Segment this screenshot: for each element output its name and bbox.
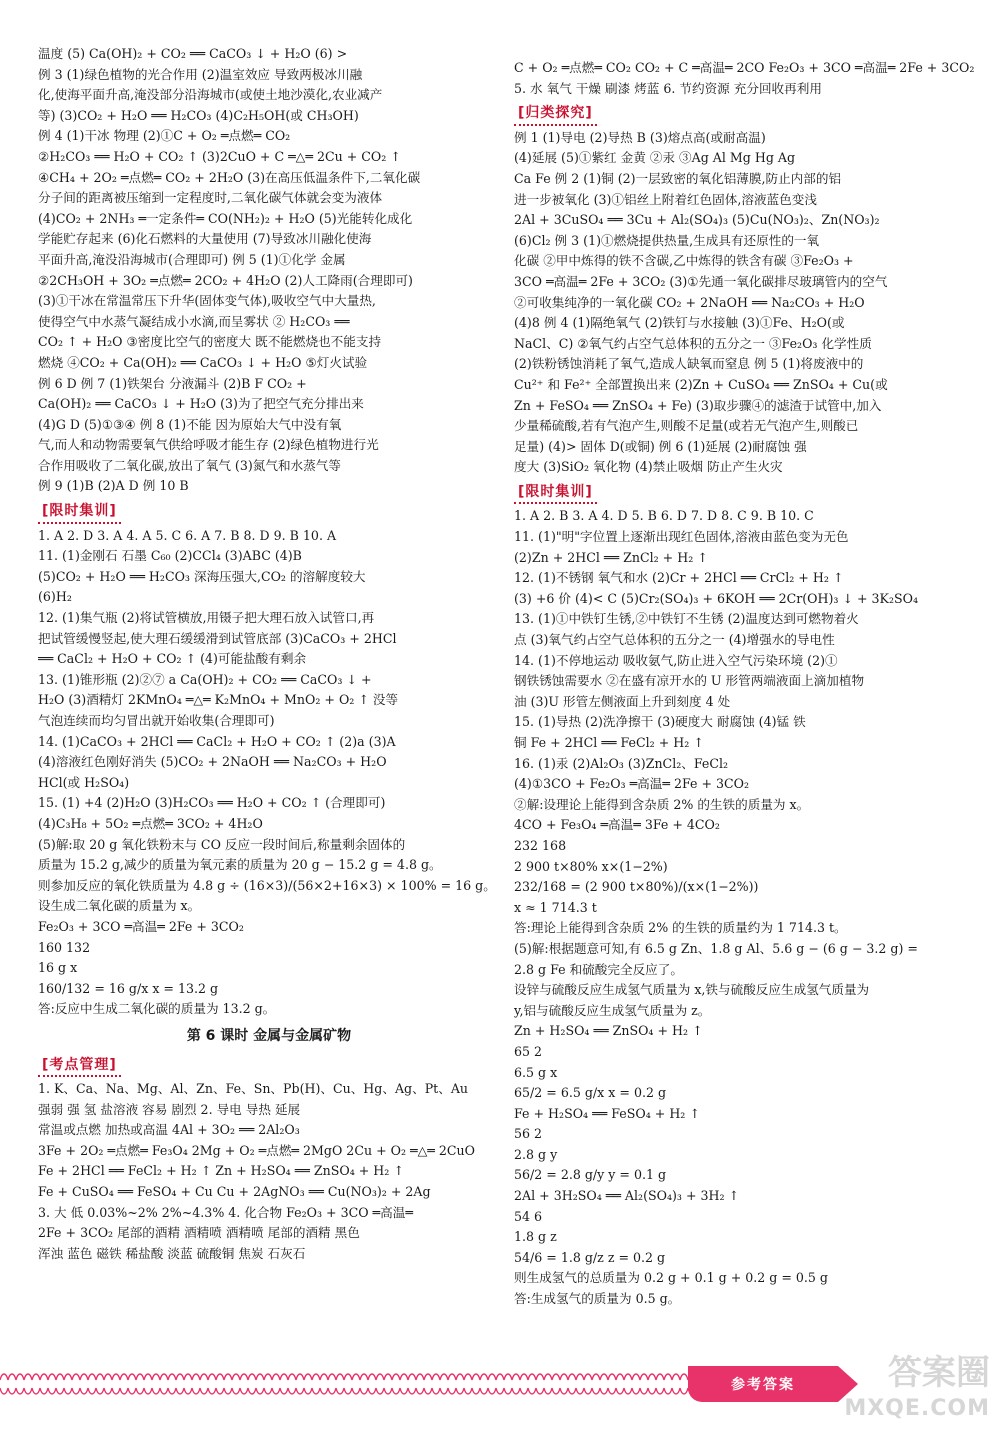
answer-line: 设锌与硫酸反应生成氢气质量为 x,铁与硫酸反应生成氢气质量为 — [514, 982, 870, 998]
watermark-url: MXQE.COM — [844, 1396, 990, 1421]
answer-line: (5)CO₂ + H₂O ══ H₂CO₃ 深海压强大,CO₂ 的溶解度较大 — [38, 568, 366, 584]
answer-line: 5. 水 氧气 干燥 刷漆 烤蓝 6. 节约资源 充分回收再利用 — [514, 80, 822, 96]
answer-line: 油 (3)U 形管左侧液面上升到刻度 4 处 — [514, 693, 731, 709]
answer-line: 160/132 = 16 g/x x = 13.2 g — [38, 980, 219, 996]
answer-line: 点 (3)氧气约占空气总体积的五分之一 (4)增强水的导电性 — [514, 632, 835, 648]
answer-line: 例 1 (1)导电 (2)导热 B (3)熔点高(或耐高温) — [514, 129, 766, 145]
answer-line: 例 4 (1)干冰 物理 (2)①C + O₂ ═点燃═ CO₂ — [38, 128, 291, 144]
answer-line: 进一步被氧化 (3)①铝丝上附着红色固体,溶液蓝色变浅 — [514, 191, 817, 207]
answer-line: 例 9 (1)B (2)A D 例 10 B — [38, 478, 189, 494]
answer-line: Fe + H₂SO₄ ══ FeSO₄ + H₂ ↑ — [514, 1105, 700, 1121]
answer-line: 气泡连续而均匀冒出就开始收集(合理即可) — [38, 713, 275, 728]
answer-line: 65/2 = 6.5 g/x x = 0.2 g — [514, 1085, 667, 1101]
answer-line: Ca Fe 例 2 (1)铜 (2)一层致密的氧化铝薄膜,防止内部的铝 — [514, 170, 842, 186]
answer-line: 12. (1)不锈钢 氧气和水 (2)Cr + 2HCl ══ CrCl₂ + H₂ ↑ — [514, 570, 844, 586]
answer-line: 232 168 — [514, 837, 567, 853]
answer-line: 160 132 — [38, 939, 91, 955]
section-heading: [考点管理] — [38, 1055, 121, 1078]
answer-line: (2)铁粉锈蚀消耗了氧气,造成人缺氧而窒息 例 5 (1)将废液中的 — [514, 356, 864, 372]
answer-line: 浑浊 蓝色 磁铁 稀盐酸 淡蓝 硫酸铜 焦炭 石灰石 — [38, 1245, 306, 1261]
answer-line: ②解:设理论上能得到含杂质 2% 的生铁的质量为 x。 — [514, 796, 810, 812]
answer-line: 则参加反应的氧化铁质量为 4.8 g ÷ (16×3)/(56×2+16×3) × 100% = 16 g。 — [38, 877, 496, 893]
answer-line: 钢铁锈蚀需要水 ②在盛有凉开水的 U 形管两端液面上滴加植物 — [514, 673, 865, 689]
answer-line: Fe₂O₃ + 3CO ═高温═ 2Fe + 3CO₂ — [38, 918, 244, 934]
answer-line: 把试管缓慢竖起,使大理石缓缓滑到试管底部 (3)CaCO₃ + 2HCl — [38, 630, 397, 646]
answer-line: 化,使海平面升高,淹没部分沿海城市(或使土地沙漠化,农业减产 — [38, 87, 383, 103]
answer-line: 1. A 2. B 3. A 4. D 5. B 6. D 7. D 8. C 9. B 10. C — [514, 508, 814, 524]
answer-line: 6.5 g x — [514, 1064, 558, 1080]
site-watermark — [820, 1350, 990, 1430]
answer-line: 2.8 g Fe 和硫酸完全反应了。 — [514, 961, 683, 977]
answer-line: 12. (1)集气瓶 (2)将试管横放,用镊子把大理石放入试管口,再 — [38, 610, 375, 626]
answer-line: 2Al + 3H₂SO₄ ══ Al₂(SO₄)₃ + 3H₂ ↑ — [514, 1188, 740, 1204]
lesson-title: 第 6 课时 金属与金属矿物 — [186, 1027, 352, 1044]
answer-line: 气,而人和动物需要氧气供给呼吸才能生存 (2)绿色植物进行光 — [38, 437, 379, 453]
answer-line: C + O₂ ═点燃═ CO₂ CO₂ + C ═高温═ 2CO Fe₂O₃ + 3CO ═高温═ 2Fe + 3CO₂ — [514, 60, 975, 75]
answer-line: 3Fe + 2O₂ ═点燃═ Fe₃O₄ 2Mg + O₂ ═点燃═ 2MgO 2Cu + O₂ ═△═ 2CuO — [38, 1142, 475, 1158]
answer-line: Fe + 2HCl ══ FeCl₂ + H₂ ↑ Zn + H₂SO₄ ══ ZnSO₄ + H₂ ↑ — [38, 1163, 404, 1179]
answer-line: (4)延展 (5)①紫红 金黄 ②汞 ③Ag Al Mg Hg Ag — [514, 150, 796, 166]
answer-line: 2Al + 3CuSO₄ ══ 3Cu + Al₂(SO₄)₃ (5)Cu(NO₃)₂、Zn(NO₃)₂ — [514, 212, 880, 228]
answer-line: ④CH₄ + 2O₂ ═点燃═ CO₂ + 2H₂O (3)在高压低温条件下,二氧化碳 — [38, 169, 421, 185]
answer-line: 14. (1)CaCO₃ + 2HCl ══ CaCl₂ + H₂O + CO₂ ↑ (2)a (3)A — [38, 733, 396, 749]
answer-line: 2.8 g y — [514, 1146, 558, 1162]
answer-line: 答:理论上能得到含杂质 2% 的生铁的质量约为 1 714.3 t。 — [514, 920, 847, 936]
answer-line: (2)Zn + 2HCl ══ ZnCl₂ + H₂ ↑ — [514, 549, 708, 565]
answer-line: Cu²⁺ 和 Fe²⁺ 全部置换出来 (2)Zn + CuSO₄ ══ ZnSO₄ + Cu(或 — [514, 376, 888, 392]
answer-line: 54 6 — [514, 1208, 543, 1224]
answer-line: 使得空气中水蒸气凝结成小水滴,而呈雾状 ② H₂CO₃ ══ — [38, 313, 350, 329]
answer-line: 等) (3)CO₂ + H₂O ══ H₂CO₃ (4)C₂H₅OH(或 CH₃OH) — [38, 107, 359, 123]
left-column — [38, 44, 500, 1264]
answer-line: 燃烧 ④CO₂ + Ca(OH)₂ ══ CaCO₃ ↓ + H₂O ⑤灯火试验 — [38, 354, 368, 370]
answer-line: (6)Cl₂ 例 3 (1)①燃烧提供热量,生成具有还原性的一氧 — [514, 232, 820, 248]
answer-line: Fe + CuSO₄ ══ FeSO₄ + Cu Cu + 2AgNO₃ ══ Cu(NO₃)₂ + 2Ag — [38, 1184, 431, 1200]
answer-line: 分子间的距离被压缩到一定程度时,二氧化碳气体就会变为液体 — [38, 190, 383, 206]
answer-line: ②2CH₃OH + 3O₂ ═点燃═ 2CO₂ + 4H₂O (2)人工降雨(合理即可) — [38, 272, 413, 288]
answer-line: Zn + H₂SO₄ ══ ZnSO₄ + H₂ ↑ — [514, 1023, 703, 1039]
answer-key-label: 参考答案 — [731, 1377, 795, 1393]
answer-line: (3) +6 价 (4)< C (5)Cr₂(SO₄)₃ + 6KOH ══ 2Cr(OH)₃ ↓ + 3K₂SO₄ — [514, 590, 919, 606]
answer-line: Ca(OH)₂ ══ CaCO₃ ↓ + H₂O (3)为了把空气充分排出来 — [38, 396, 364, 412]
answer-line: 设生成二氧化碳的质量为 x。 — [38, 898, 201, 914]
answer-line: y,铝与硫酸反应生成氢气质量为 z。 — [514, 1002, 711, 1018]
answer-line: 例 6 D 例 7 (1)铁架台 分液漏斗 (2)B F CO₂ + — [38, 375, 307, 391]
answer-line: 232/168 = (2 900 t×80%)/(x×(1−2%)) — [514, 879, 759, 895]
answer-line: (3)①干冰在常温常压下升华(固体变气体),吸收空气中大量热, — [38, 293, 376, 309]
answer-line: 例 3 (1)绿色植物的光合作用 (2)温室效应 导致两极冰川融 — [38, 66, 363, 82]
answer-line: 15. (1) +4 (2)H₂O (3)H₂CO₃ ══ H₂O + CO₂ ↑ (合理即可) — [38, 795, 386, 811]
answer-line: (4)CO₂ + 2NH₃ ═一定条件═ CO(NH₂)₂ + H₂O (5)光能转化成化 — [38, 210, 413, 226]
answer-line: HCl(或 H₂SO₄) — [38, 774, 130, 790]
answer-line: 56/2 = 2.8 g/y y = 0.1 g — [514, 1167, 667, 1183]
answer-line: 54/6 = 1.8 g/z z = 0.2 g — [514, 1249, 666, 1265]
answer-line: 答:生成氢气的质量为 0.5 g。 — [514, 1291, 681, 1307]
section-heading: [限时集训] — [38, 501, 121, 524]
answer-line: 14. (1)不停地运动 吸收氨气,防止进入空气污染环境 (2)① — [514, 652, 838, 668]
answer-line: (5)解:取 20 g 氧化铁粉末与 CO 反应一段时间后,称量剩余固体的 — [38, 836, 406, 852]
answer-line: 合作用吸收了二氧化碳,放出了氧气 (3)氮气和水蒸气等 — [38, 457, 341, 473]
answer-line: 化碳 ②甲中炼得的铁不含碳,乙中炼得的铁含有碳 ③Fe₂O₃ + — [514, 253, 854, 269]
answer-line: 学能贮存起来 (6)化石燃料的大量使用 (7)导致冰川融化使海 — [38, 231, 372, 247]
answer-line: 16. (1)汞 (2)Al₂O₃ (3)ZnCl₂、FeCl₂ — [514, 755, 729, 771]
answer-line: (4)G D (5)①③④ 例 8 (1)不能 因为原始大气中没有氧 — [38, 416, 342, 432]
answer-line: 15. (1)导热 (2)洗净擦干 (3)硬度大 耐腐蚀 (4)锰 铁 — [514, 714, 806, 730]
answer-line: ②可收集纯净的一氧化碳 CO₂ + 2NaOH ══ Na₂CO₃ + H₂O — [514, 294, 865, 310]
answer-line: 2Fe + 3CO₂ 尾部的酒精 酒精喷 酒精喷 尾部的酒精 黑色 — [38, 1225, 360, 1241]
answer-line: 足量) (4)> 固体 D(或铜) 例 6 (1)延展 (2)耐腐蚀 强 — [514, 438, 807, 454]
answer-key-tab — [688, 1366, 838, 1402]
answer-line: ══ CaCl₂ + H₂O + CO₂ ↑ (4)可能盐酸有剩余 — [38, 651, 307, 667]
answer-line: 56 2 — [514, 1126, 543, 1142]
answer-line: 16 g x — [38, 960, 78, 976]
answer-line: Zn + FeSO₄ ══ ZnSO₄ + Fe) (3)取步骤④的滤渣于试管中,加入 — [514, 397, 882, 413]
answer-line: 3. 大 低 0.03%~2% 2%~4.3% 4. 化合物 Fe₂O₃ + 3CO ═高温═ — [38, 1204, 413, 1220]
answer-line: 常温或点燃 加热或高温 4Al + 3O₂ ══ 2Al₂O₃ — [38, 1122, 300, 1138]
answer-line: 度大 (3)SiO₂ 氧化物 (4)禁止吸烟 防止产生火灾 — [514, 459, 783, 475]
watermark-logo: 答案圈 — [888, 1353, 990, 1393]
answer-line: 11. (1)金刚石 石墨 C₆₀ (2)CCl₄ (3)ABC (4)B — [38, 548, 302, 564]
answer-line: 2 900 t×80% x×(1−2%) — [514, 858, 668, 874]
section-heading: [限时集训] — [514, 482, 597, 505]
answer-line: 1. A 2. D 3. A 4. A 5. C 6. A 7. B 8. D 9. B 10. A — [38, 527, 337, 543]
answer-line: (6)H₂ — [38, 589, 72, 605]
answer-line: H₂O (3)酒精灯 2KMnO₄ ═△═ K₂MnO₄ + MnO₂ + O₂ ↑ 没等 — [38, 692, 399, 708]
answer-line: 答:反应中生成二氧化碳的质量为 13.2 g。 — [38, 1001, 276, 1017]
answer-line: 铜 Fe + 2HCl ══ FeCl₂ + H₂ ↑ — [514, 735, 704, 750]
answer-line: x ≈ 1 714.3 t — [514, 899, 597, 915]
answer-line: 65 2 — [514, 1043, 543, 1059]
answer-line: (4)C₃H₈ + 5O₂ ═点燃═ 3CO₂ + 4H₂O — [38, 815, 263, 831]
answer-line: (4)8 例 4 (1)隔绝氧气 (2)铁钉与水接触 (3)①Fe、H₂O(或 — [514, 315, 845, 331]
answer-line: (5)解:根据题意可知,有 6.5 g Zn、1.8 g Al、5.6 g − (6 g − 3.2 g) = — [514, 940, 918, 956]
answer-line: 4CO + Fe₃O₄ ═高温═ 3Fe + 4CO₂ — [514, 817, 720, 833]
answer-line: 强弱 强 氢 盐溶液 容易 剧烈 2. 导电 导热 延展 — [38, 1101, 301, 1117]
answer-line: 质量为 15.2 g,减少的质量为氧元素的质量为 20 g − 15.2 g = 4.8 g。 — [38, 857, 442, 873]
answer-line: 3CO ═高温═ 2Fe + 3CO₂ (3)①先通一氧化碳排尽玻璃管内的空气 — [514, 273, 888, 289]
answer-line: (4)①3CO + Fe₂O₃ ═高温═ 2Fe + 3CO₂ — [514, 776, 750, 792]
answer-line: 1. K、Ca、Na、Mg、Al、Zn、Fe、Sn、Pb(H)、Cu、Hg、Ag、Pt、Au — [38, 1081, 469, 1097]
section-heading: [归类探究] — [514, 103, 597, 126]
right-column — [514, 58, 976, 1310]
answer-line: 平面升高,淹没沿海城市(合理即可) 例 5 (1)①化学 金属 — [38, 251, 346, 267]
answer-line: 11. (1)"明"字位置上逐渐出现红色固体,溶液由蓝色变为无色 — [514, 529, 849, 545]
answer-line: (4)溶液红色刚好消失 (5)CO₂ + 2NaOH ══ Na₂CO₃ + H₂O — [38, 754, 387, 770]
answer-line: ②H₂CO₃ ══ H₂O + CO₂ ↑ (3)2CuO + C ═△═ 2Cu + CO₂ ↑ — [38, 148, 401, 164]
answer-line: 13. (1)①中铁钉生锈,②中铁钉不生锈 (2)温度达到可燃物着火 — [514, 611, 859, 627]
answer-line: 温度 (5) Ca(OH)₂ + CO₂ ══ CaCO₃ ↓ + H₂O (6) > — [38, 46, 348, 61]
answer-line: 1.8 g z — [514, 1229, 557, 1245]
answer-line: CO₂ ↑ + H₂O ③密度比空气的密度大 既不能燃烧也不能支持 — [38, 334, 382, 350]
answer-line: 少量稀硫酸,若有气泡产生,则酸不足量(或若无气泡产生,则酸已 — [514, 418, 859, 434]
answer-line: 则生成氢气的总质量为 0.2 g + 0.1 g + 0.2 g = 0.5 g — [514, 1270, 828, 1286]
answer-line: NaCl、C) ②氧气约占空气总体积的五分之一 ③Fe₂O₃ 化学性质 — [514, 335, 872, 351]
answer-line: 13. (1)锥形瓶 (2)②⑦ a Ca(OH)₂ + CO₂ ══ CaCO₃ ↓ + — [38, 671, 372, 687]
